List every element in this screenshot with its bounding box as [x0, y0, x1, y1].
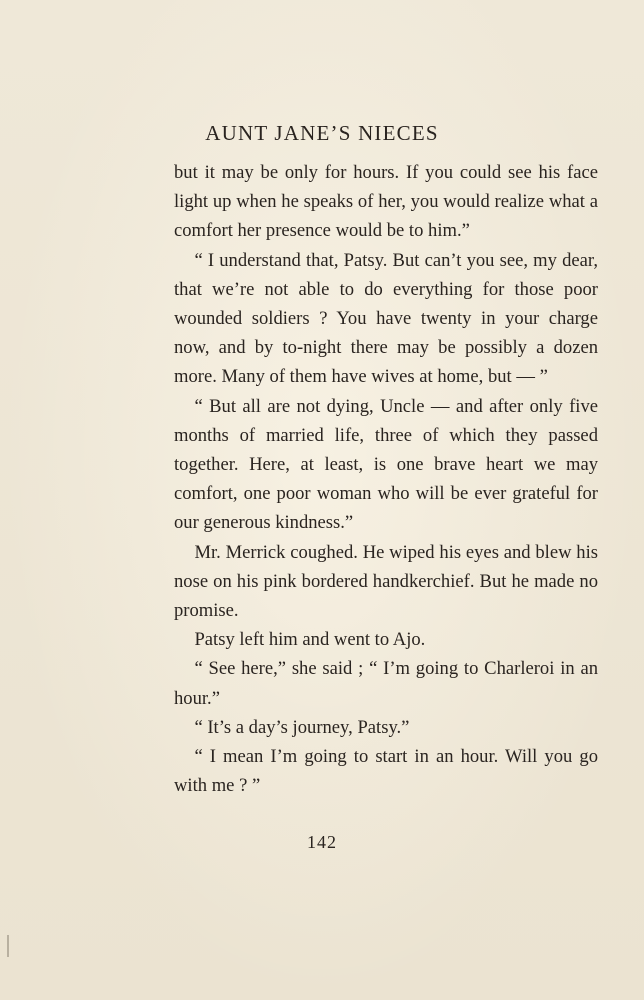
paragraph-8: “ I mean I’m going to start in an hour. Will you go with me ? ” [174, 746, 598, 797]
paragraph-3: “ But all are not dying, Uncle — and after only five months of married life, three of which they passed together. Here, at least, is one brave heart we may comfort, one poor woman who will be ever grateful for our generous kindness.” [174, 395, 598, 534]
paragraph-1: but it may be only for hours. If you could see his face light up when he speaks of her, you would realize what a comfort her presence would be to him.” [174, 162, 598, 242]
paragraph-5: Patsy left him and went to Ajo. [194, 629, 426, 651]
body-text [174, 158, 598, 800]
page-edge-mark [7, 935, 9, 957]
running-head: AUNT JANE’S NIECES [205, 121, 439, 145]
paragraph-6: “ See here,” she said ; “ I’m going to Charleroi in an hour.” [174, 658, 598, 709]
paragraph-2: “ I understand that, Patsy. But can’t you see, my dear, that we’re not able to do everything for those poor wounded soldiers ? You have twenty in your charge now, and by to-night there may be possibly a dozen more. Many of them have wives at home, but — ” [174, 249, 598, 388]
paragraph-4: Mr. Merrick coughed. He wiped his eyes and blew his nose on his pink bordered handkerchief. But he made no promise. [174, 541, 598, 622]
paragraph-7: “ It’s a day’s journey, Patsy.” [194, 716, 410, 738]
page-number: 142 [307, 832, 337, 852]
